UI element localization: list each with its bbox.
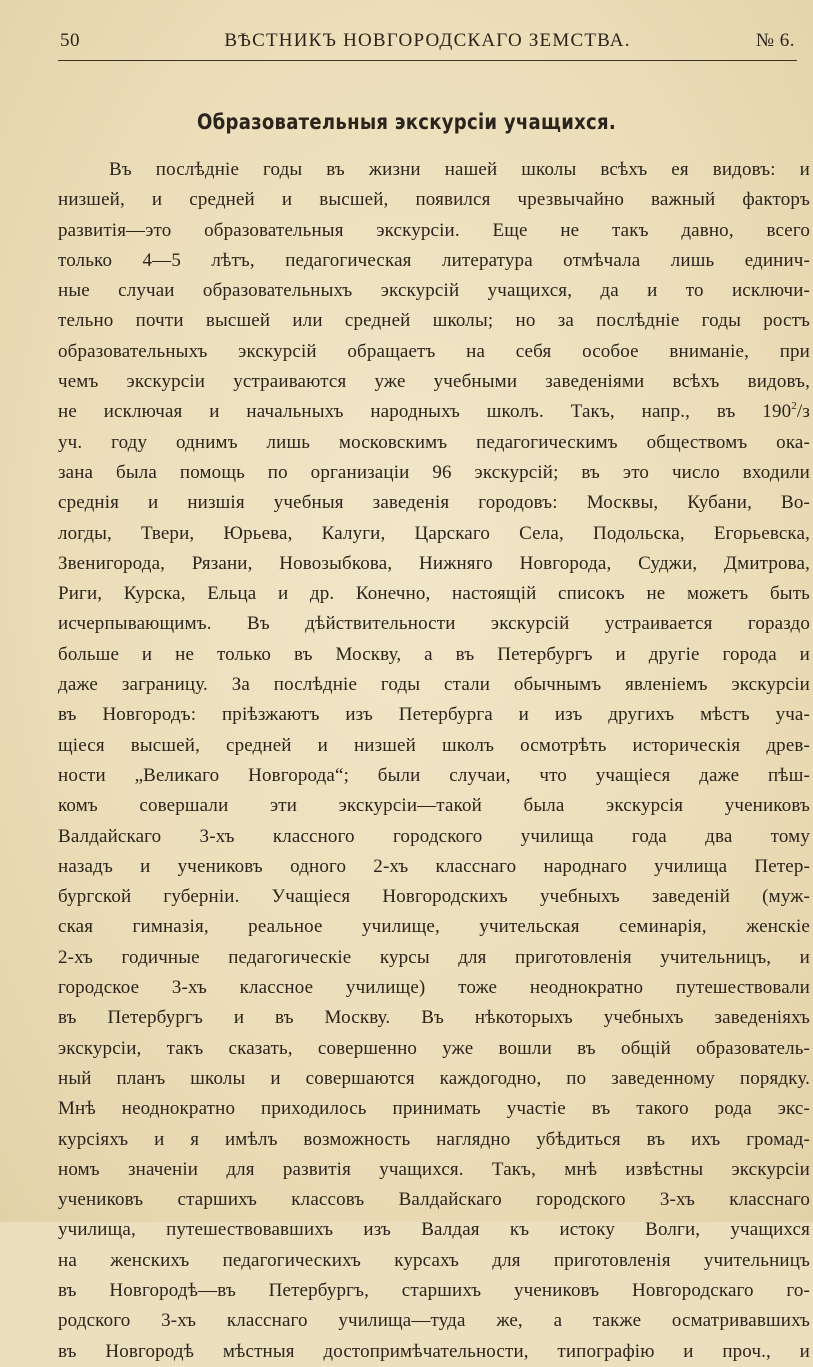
text-line: въ Петербургъ и въ Москву. Въ нѣкоторыхъ учебныхъ заведеніяхъ	[58, 1007, 810, 1029]
text-line: ская гимназія, реальное училище, учительская семинарія, женскіе	[58, 916, 810, 938]
journal-title: ВѢСТНИКЪ НОВГОРОДСКАГО ЗЕМСТВА.	[224, 30, 631, 51]
text-line: логды, Твери, Юрьева, Калуги, Царскаго Села, Подольска, Егорьевска,	[58, 522, 810, 544]
text-line: въ Новгородѣ—въ Петербургъ, старшихъ учениковъ Новгородскаго го-	[58, 1279, 810, 1301]
page-number: 50	[60, 30, 80, 51]
text-line: только 4—5 лѣтъ, педагогическая литература отмѣчала лишь единич-	[58, 249, 810, 271]
text-line: училища, путешествовавшихъ изъ Валдая къ истоку Волги, учащихся	[58, 1219, 810, 1241]
text-line: развитія—это образовательныя экскурсіи. Еще не такъ давно, всего	[58, 219, 810, 241]
text-line: Мнѣ неоднократно приходилось принимать участіе въ такого рода экс-	[58, 1098, 810, 1120]
text-line: номъ значеніи для развитія учащихся. Такъ, мнѣ извѣстны экскурсіи	[58, 1158, 810, 1180]
article-title: Образовательныя экскурсіи учащихся.	[197, 110, 616, 134]
text-line: экскурсіи, такъ сказать, совершенно уже вошли въ общій образователь-	[58, 1037, 810, 1059]
text-line: зана была помощь по организаціи 96 экскурсій; въ это число входили	[58, 461, 810, 483]
text-line: бургской губерніи. Учащіеся Новгородскихъ учебныхъ заведеній (муж-	[58, 886, 810, 908]
text-line: ности „Великаго Новгорода“; были случаи, что учащіеся даже пѣш-	[58, 764, 810, 786]
text-line: въ Новгородъ: пріѣзжаютъ изъ Петербурга и изъ другихъ мѣстъ уча-	[58, 704, 810, 726]
text-line: уч. году однимъ лишь московскимъ педагогическимъ обществомъ ока-	[58, 431, 810, 453]
text-line: назадъ и учениковъ одного 2-хъ класснаго народнаго училища Петер-	[58, 855, 810, 877]
text-line: даже заграницу. За послѣдніе годы стали обычнымъ явленіемъ экскурсіи	[58, 674, 810, 696]
text-line: въ Новгородѣ мѣстныя достопримѣчательности, типографію и проч., и	[58, 1340, 810, 1362]
text-line: ный планъ школы и совершаются каждогодно, по заведенному порядку.	[58, 1067, 810, 1089]
text-line: комъ совершали эти экскурсіи—такой была экскурсія учениковъ	[58, 795, 810, 817]
text-line: Звенигорода, Рязани, Новозыбкова, Нижняго Новгорода, Суджи, Дмитрова,	[58, 552, 810, 574]
issue-number: № 6.	[755, 30, 795, 51]
header-rule	[58, 60, 797, 61]
article-body	[58, 155, 810, 1367]
text-line: чемъ экскурсіи устраиваются уже учебными заведеніями всѣхъ видовъ,	[58, 371, 810, 393]
text-line: родского 3-хъ класснаго училища—туда же, а также осматривавшихъ	[58, 1310, 810, 1332]
running-header	[60, 30, 795, 60]
text-line: щіеся высшей, средней и низшей школъ осмотрѣть историческія древ-	[58, 734, 810, 756]
text-line: не исключая и начальныхъ народныхъ школъ. Такъ, напр., въ $190^2/з$	[58, 400, 810, 423]
text-line: 2-хъ годичные педагогическіе курсы для приготовленія учительницъ, и	[58, 946, 810, 968]
text-line: исчерпывающимъ. Въ дѣйствительности экскурсій устраивается гораздо	[58, 613, 810, 635]
text-line: курсіяхъ и я имѣлъ возможность наглядно убѣдиться въ ихъ громад-	[58, 1128, 810, 1150]
text-line: образовательныхъ экскурсій обращаетъ на себя особое вниманіе, при	[58, 340, 810, 362]
text-line: на женскихъ педагогическихъ курсахъ для приготовленія учительницъ	[58, 1249, 810, 1271]
text-line: низшей, и средней и высшей, появился чрезвычайно важный факторъ	[58, 189, 810, 211]
text-line: городское 3-хъ классное училище) тоже неоднократно путешествовали	[58, 977, 810, 999]
text-line: тельно почти высшей или средней школы; но за послѣдніе годы ростъ	[58, 310, 810, 332]
text-line: учениковъ старшихъ классовъ Валдайскаго городского 3-хъ класснаго	[58, 1189, 810, 1211]
text-line: ные случаи образовательныхъ экскурсій учащихся, да и то исключи-	[58, 280, 810, 302]
text-line: больше и не только въ Москву, а въ Петербургъ и другіе города и	[58, 643, 810, 665]
text-line: среднія и низшія учебныя заведенія городовъ: Москвы, Кубани, Во-	[58, 492, 810, 514]
text-line: Въ послѣдніе годы въ жизни нашей школы всѣхъ ея видовъ: и	[109, 159, 810, 180]
text-line: Риги, Курска, Ельца и др. Конечно, настоящій списокъ не можетъ быть	[58, 583, 810, 605]
text-line: Валдайскаго 3-хъ классного городского училища года два тому	[58, 825, 810, 847]
